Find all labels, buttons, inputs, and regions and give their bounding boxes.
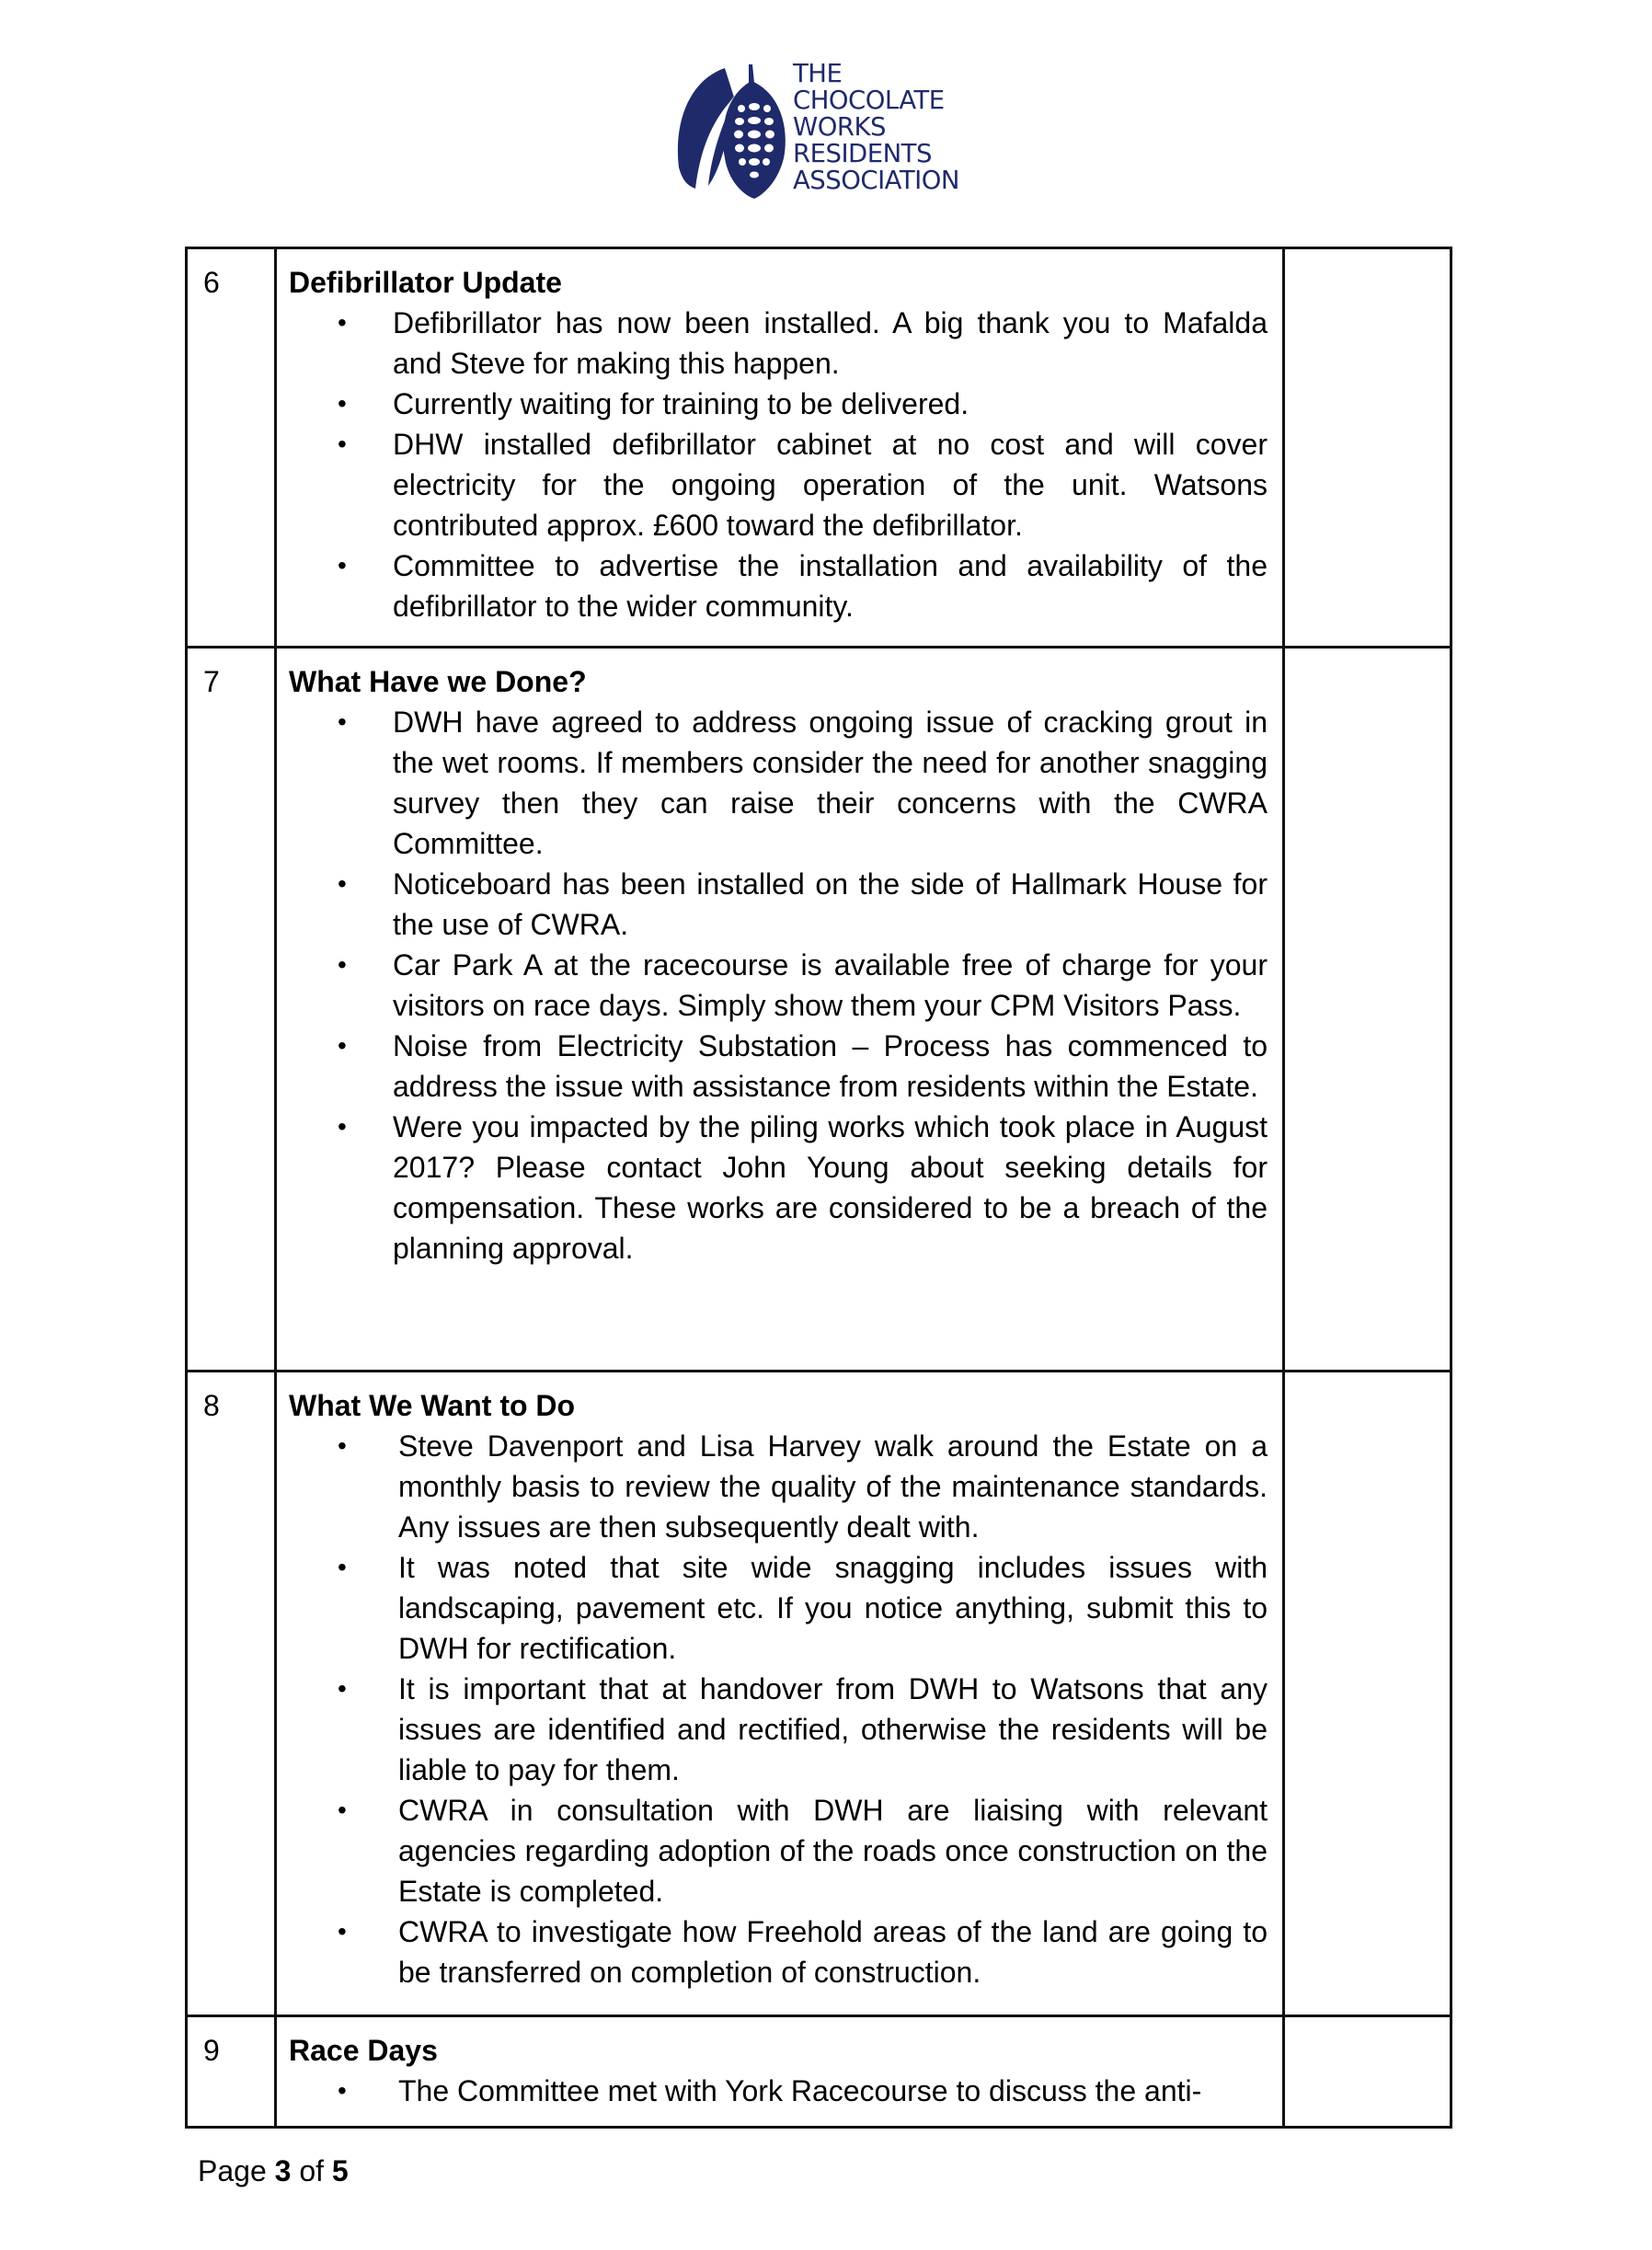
action-cell	[1284, 648, 1451, 1372]
item-number: 7	[187, 648, 276, 1372]
bullet-icon: •	[338, 1796, 347, 1824]
bullet-icon: •	[338, 430, 347, 458]
bullet-item: • It was noted that site wide snagging includes issues with landscaping, pavement etc. If you notice anything, submit this to DWH for rectification.	[289, 1547, 1268, 1669]
bullet-icon: •	[338, 1112, 347, 1141]
minutes-table	[185, 247, 1452, 2129]
bullet-item: • The Committee met with York Racecourse to discuss the anti-	[289, 2071, 1268, 2111]
bullet-item: • Currently waiting for training to be delivered.	[289, 384, 1268, 424]
item-content	[276, 2016, 1284, 2128]
agenda-item-row	[187, 2016, 1451, 2128]
bullet-icon: •	[338, 1917, 347, 1946]
bullet-item: • Steve Davenport and Lisa Harvey walk around the Estate on a monthly basis to review the quality of the maintenance standards. Any issues are then subsequently dealt with.	[289, 1426, 1268, 1547]
bullet-item: • DWH have agreed to address ongoing issue of cracking grout in the wet rooms. If members consider the need for another snagging survey then they can raise their concerns with the CWRA Committee.	[289, 702, 1268, 864]
page-footer	[198, 2151, 349, 2191]
bullet-icon: •	[338, 869, 347, 898]
bullet-list	[289, 702, 1268, 1268]
logo-text	[793, 61, 959, 194]
logo-line: WORKS	[793, 112, 886, 142]
bullet-item: • Committee to advertise the installation and availability of the defibrillator to the wider community.	[289, 545, 1268, 626]
bullet-item: • CWRA to investigate how Freehold areas of the land are going to be transferred on completion of construction.	[289, 1911, 1268, 1992]
logo-line: ASSOCIATION	[793, 166, 959, 195]
bullet-list	[289, 2071, 1268, 2111]
action-cell	[1284, 1372, 1451, 2016]
bullet-icon: •	[338, 950, 347, 979]
bullet-list	[289, 1426, 1268, 1992]
bullet-item: • Were you impacted by the piling works which took place in August 2017? Please contact John Young about seeking details for compensation. These works are considered to be a breach of the planning approval.	[289, 1107, 1268, 1268]
agenda-item-row	[187, 248, 1451, 648]
bullet-item: • CWRA in consultation with DWH are liaising with relevant agencies regarding adoption of the roads once construction on the Estate is completed.	[289, 1790, 1268, 1911]
current-page: 3	[274, 2154, 292, 2187]
bullet-icon: •	[338, 1031, 347, 1060]
item-number: 6	[187, 248, 276, 648]
logo-line: RESIDENTS	[793, 139, 932, 168]
bullet-icon: •	[338, 1674, 347, 1703]
bullet-item: • Car Park A at the racecourse is available free of charge for your visitors on race days. Simply show them your CPM Visitors Pass.	[289, 945, 1268, 1026]
action-cell	[1284, 2016, 1451, 2128]
bullet-item: • Defibrillator has now been installed. A big thank you to Mafalda and Steve for making this happen.	[289, 303, 1268, 384]
total-pages: 5	[331, 2154, 349, 2187]
bullet-item: • Noise from Electricity Substation – Process has commenced to address the issue with assistance from residents within the Estate.	[289, 1026, 1268, 1107]
bullet-list	[289, 303, 1268, 626]
bullet-icon: •	[338, 389, 347, 418]
bullet-item: • Noticeboard has been installed on the side of Hallmark House for the use of CWRA.	[289, 864, 1268, 945]
agenda-item-row	[187, 648, 1451, 1372]
association-logo	[671, 57, 984, 200]
item-title: What We Want to Do	[289, 1389, 576, 1422]
bullet-icon: •	[338, 1553, 347, 1581]
bullet-item: • It is important that at handover from DWH to Watsons that any issues are identified and rectified, otherwise the residents will be liable to pay for them.	[289, 1669, 1268, 1790]
cocoa-pod-icon	[671, 57, 791, 200]
item-title: Defibrillator Update	[289, 266, 562, 299]
bullet-icon: •	[338, 707, 347, 736]
item-content	[276, 648, 1284, 1372]
page-word: Page	[198, 2154, 267, 2187]
bullet-icon: •	[338, 551, 347, 580]
bullet-icon: •	[338, 2076, 347, 2105]
logo-line: CHOCOLATE	[793, 86, 945, 115]
item-content	[276, 248, 1284, 648]
item-number: 9	[187, 2016, 276, 2128]
logo-line: THE	[793, 59, 843, 88]
action-cell	[1284, 248, 1451, 648]
of-word: of	[299, 2154, 324, 2187]
bullet-icon: •	[338, 308, 347, 337]
item-title: What Have we Done?	[289, 665, 587, 698]
bullet-item: • DHW installed defibrillator cabinet at no cost and will cover electricity for the ongoing operation of the unit. Watsons contributed approx. £600 toward the defibrillator.	[289, 424, 1268, 545]
item-content	[276, 1372, 1284, 2016]
agenda-item-row	[187, 1372, 1451, 2016]
bullet-icon: •	[338, 1431, 347, 1460]
item-number: 8	[187, 1372, 276, 2016]
item-title: Race Days	[289, 2034, 438, 2067]
